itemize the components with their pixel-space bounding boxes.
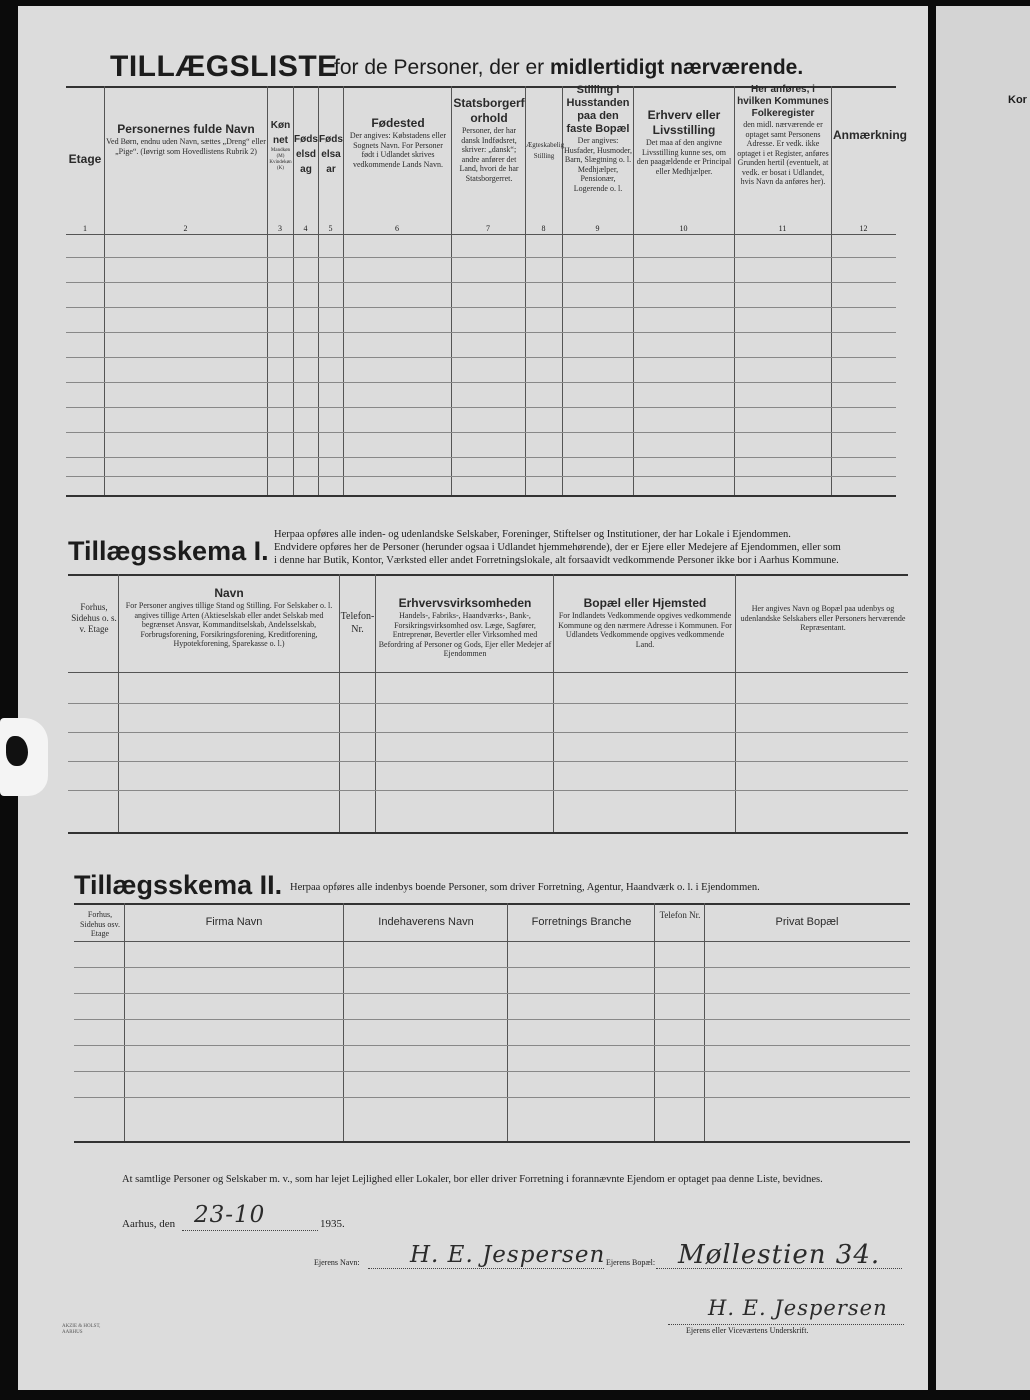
signature-label: Ejerens eller Viceværtens Underskrift.: [686, 1326, 809, 1335]
col-num: 2: [183, 224, 188, 233]
adjacent-page-text: Kor: [1008, 94, 1027, 106]
col-birthplace: Fødested Der angives: Købstadens eller Sognets Navn. For Personer født i Udlandet skrives vedkommende Lands Navn.: [349, 116, 447, 169]
s2-col-firm: Firma Navn: [205, 916, 263, 928]
col-birth-day: Fødselsdag: [294, 134, 318, 175]
col-marital: Ægteskabelig Stilling: [526, 141, 565, 160]
col-num: 6: [395, 224, 399, 233]
col-num: 10: [679, 224, 688, 233]
s2-col-phone: Telefon Nr.: [659, 910, 701, 920]
col-register: Her anføres, i hvilken Kommunes Folkeregister den midl. nærværende er optaget samt Personens Adresse. Er vedk. ikke optaget i et Register, anføres Grunden hertil (eventuelt, at vedk. er bosat i Udlandet, hvis Navn da anføres her).: [737, 84, 829, 186]
owner-name-handwritten: H. E. Jespersen: [410, 1242, 606, 1268]
subtitle-plain: for de Personer, der er: [334, 56, 545, 79]
city-label: Aarhus, den: [122, 1218, 176, 1230]
col-gender: Kønnet Mandkøn (M) Kvindekøn (K): [269, 120, 292, 171]
s1-col-name: Navn For Personer angives tillige Stand og Stilling. For Selskaber o. l. angives tillige Arten (Aktieselskab eller andet Selskab med begrænset Ansvar, Kommanditselskab, Andelsselskab, Forbrugsforening, Forsikringsforening, Kreditforening, Hypotekforening, Sparekasse o. l.): [125, 586, 333, 648]
s2-col-private-address: Privat Bopæl: [775, 916, 839, 928]
owner-address-handwritten: Møllestien 34.: [678, 1240, 881, 1270]
s2-col-owner: Indehaverens Navn: [378, 916, 474, 928]
s1-col-business: Erhvervsvirksomheden Handels-, Fabriks-, Haandværks-, Bank-, Forsikringsvirksomhed osv. Læge, Sagfører, Entreprenør, Bevertler eller Virksomhed med Befordring af Personer og Gods, Ejer eller Medejer af Ejendommen: [378, 596, 552, 658]
form-title: TILLÆGSLISTE: [110, 50, 338, 83]
col-etage: Etage: [68, 152, 102, 166]
form-subtitle: [334, 56, 803, 80]
col-occupation: Erhverv eller Livsstilling Det maa af den angivne Livsstilling kunne ses, om den paagældende er Principal eller Medhjælper.: [636, 108, 732, 176]
col-num: 9: [595, 224, 600, 233]
owner-address-label: Ejerens Bopæl:: [606, 1258, 656, 1267]
subtitle-bold: midlertidigt nærværende.: [549, 56, 804, 79]
skema1-intro-line: Endvidere opføres her de Personer (herunder ogsaa i Udlandet hjemmehørende), der er Ejere eller Medejere af Ejendommen, eller som: [274, 542, 841, 553]
col-num: 12: [859, 224, 868, 233]
col-full-name: Personernes fulde Navn Ved Børn, endnu uden Navn, sættes „Dreng“ eller „Pige“. (Iøvrigt som Hovedlistens Rubrik 2): [106, 122, 266, 156]
s1-col-floor: Forhus, Sidehus o. s. v. Etage: [71, 602, 117, 634]
col-household: Stilling i Husstanden paa den faste Bopæl Der angives: Husfader, Husmoder, Barn, Slægtning o. l. Medhjælper, Pensionær, Logerende o. l.: [564, 84, 633, 193]
adjacent-page: [936, 6, 1030, 1390]
skema1-intro-line: i denne har Butik, Kontor, Værksted eller andet Forretningslokale, alt forsaavidt vedkommende Personer ikke bor i Aarhus Kommune.: [274, 555, 839, 566]
col-num: 7: [486, 224, 490, 233]
paper-clip-fragment: [0, 718, 48, 796]
col-num: 8: [541, 224, 546, 233]
col-birth-year: Fødselsaar: [319, 134, 343, 175]
col-num: 3: [278, 224, 282, 233]
owner-name-label: Ejerens Navn:: [314, 1258, 360, 1267]
printer-mark: AKZIE & HOLST, AARHUS: [62, 1324, 101, 1335]
declaration: At samtlige Personer og Selskaber m. v., som har lejet Lejlighed eller Lokaler, bor eller driver Forretning i forannævnte Ejendom er optaget paa denne Liste, bevidnes.: [122, 1174, 823, 1185]
col-remarks: Anmærkning: [833, 128, 908, 142]
col-num: 11: [778, 224, 787, 233]
col-citizenship: Statsborgerforhold Personer, der har dansk Indfødsret, skriver: „dansk“; andre anfører det Land, hvori de har Statsborgerret.: [453, 96, 525, 183]
skema1-title: Tillægsskema I.: [68, 536, 269, 566]
signature-handwritten: H. E. Jespersen: [708, 1296, 888, 1320]
skema1-intro: [274, 528, 914, 567]
col-num: 4: [303, 224, 308, 233]
year: 1935.: [320, 1218, 345, 1230]
col-num: 1: [83, 224, 87, 233]
form-page: [18, 6, 928, 1390]
skema2-intro: Herpaa opføres alle indenbys boende Personer, som driver Forretning, Agentur, Haandværk o. l. i Ejendommen.: [290, 882, 760, 893]
s1-col-representative: Her angives Navn og Bopæl paa udenbys og udenlandske Selskabers eller Personers herværende Repræsentant.: [740, 604, 906, 632]
col-num: 5: [328, 224, 333, 233]
date-handwritten: 23-10: [194, 1202, 266, 1228]
s2-col-floor: Forhus, Sidehus osv. Etage: [80, 910, 120, 938]
s2-col-branch: Forretnings Branche: [531, 916, 632, 928]
s1-col-domicile: Bopæl eller Hjemsted For Indlandets Vedkommende opgives vedkommende Kommune og den nærmere Adresse i Kommunen. For Udlandets Vedkommende opgives vedkommende Land.: [558, 596, 732, 649]
skema2-title: Tillægsskema II.: [74, 870, 283, 900]
s1-col-phone: Telefon-Nr.: [340, 611, 375, 635]
skema1-intro-line: Herpaa opføres alle inden- og udenlandske Selskaber, Foreninger, Stiftelser og Institutioner, der har Lokale i Ejendommen.: [274, 529, 791, 540]
